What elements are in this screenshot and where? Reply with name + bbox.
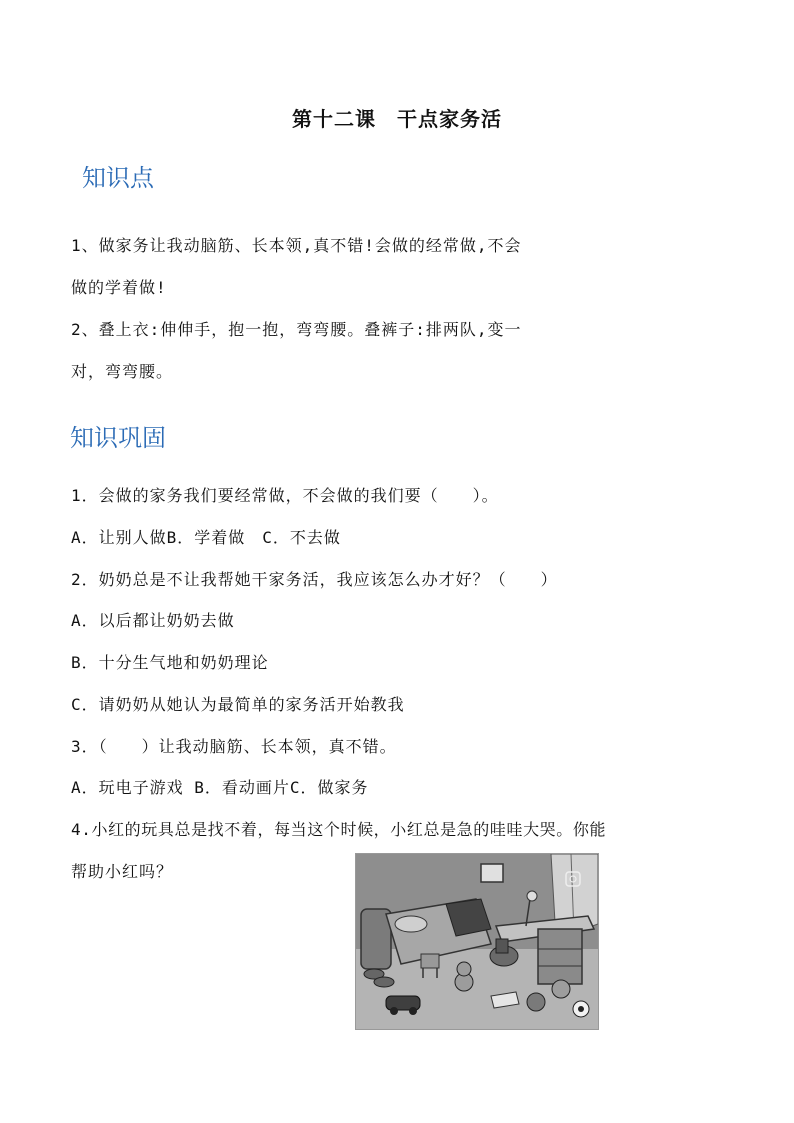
- question-2-option-b: B．十分生气地和奶奶理论: [71, 653, 269, 672]
- question-3-options: A．玩电子游戏 B．看动画片C．做家务: [71, 778, 369, 797]
- knowledge-line: 2、叠上衣:伸伸手，抱一抱，弯弯腰。叠裤子:排两队,变一: [71, 320, 522, 339]
- knowledge-line: 对，弯弯腰。: [71, 362, 174, 381]
- knowledge-line: 做的学着做!: [71, 278, 167, 297]
- question-4-line-2: 帮助小红吗？: [71, 862, 174, 881]
- question-1: 1．会做的家务我们要经常做，不会做的我们要（ ）。: [71, 486, 499, 505]
- question-2-option-a: A．以后都让奶奶去做: [71, 611, 235, 630]
- page-title: 第十二课 干点家务活: [292, 107, 502, 131]
- knowledge-heading: 知识点: [82, 164, 154, 192]
- bedroom-drawing: [356, 854, 598, 1029]
- question-3: 3．（ ）让我动脑筋、长本领，真不错。: [71, 737, 397, 756]
- question-2-option-c: C．请奶奶从她认为最简单的家务活开始教我: [71, 695, 405, 714]
- knowledge-line: 1、做家务让我动脑筋、长本领,真不错!会做的经常做,不会: [71, 236, 522, 255]
- question-2: 2．奶奶总是不让我帮她干家务活，我应该怎么办才好？（ ）: [71, 570, 558, 589]
- question-4: 4.小红的玩具总是找不着，每当这个时候，小红总是急的哇哇大哭。你能: [71, 820, 607, 839]
- question-1-options: A．让别人做B．学着做 C．不去做: [71, 528, 341, 547]
- practice-heading: 知识巩固: [70, 424, 166, 452]
- messy-bedroom-illustration: [355, 853, 599, 1030]
